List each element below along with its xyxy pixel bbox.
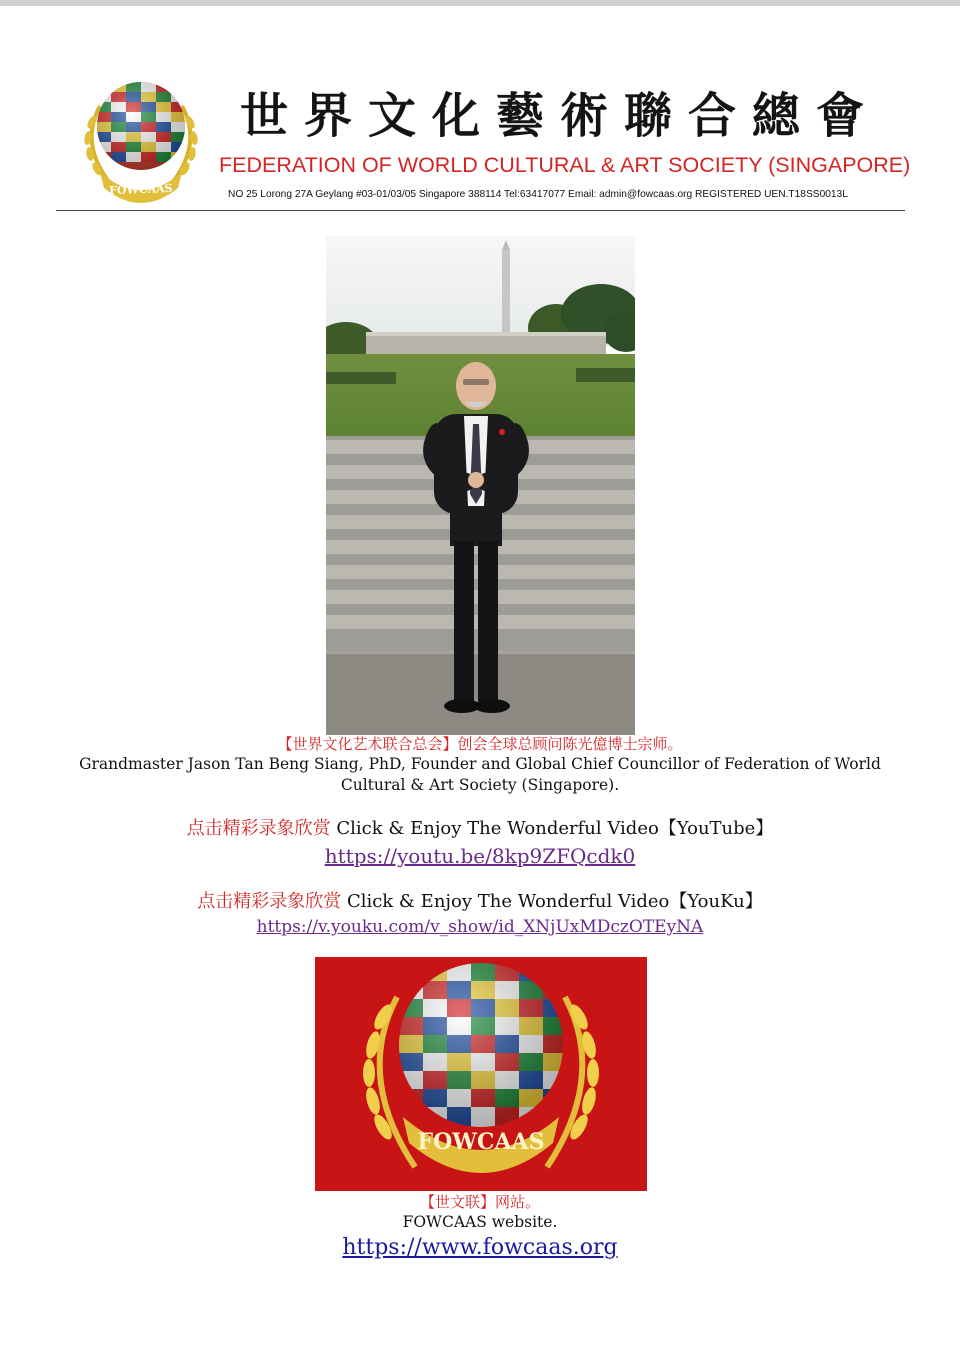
address-line: NO 25 Lorong 27A Geylang #03-01/03/05 Singapore 388114 Tel:63417077 Email: admin@fowcaas.org REGISTERED UEN.T18SS0013L [228,189,848,200]
website-english-label: FOWCAAS website. [402,1213,558,1231]
english-title: FEDERATION OF WORLD CULTURAL & ART SOCIETY (SINGAPORE) [219,153,911,177]
website-link-row [0,1234,960,1262]
youku-link-row [0,916,960,938]
youtube-link-row [0,843,960,869]
logo-text: FOWCAAS [108,181,173,198]
youtube-line [0,817,960,841]
website-chinese-label: 【世文联】网站。 [419,1193,540,1211]
grandmaster-photo [326,236,635,735]
youtube-english-label: Click & Enjoy The Wonderful Video【YouTube】 [330,818,774,839]
youku-line [0,890,960,914]
header-divider [56,210,905,211]
fowcaas-banner-logo [315,957,647,1191]
youku-link[interactable]: https://v.youku.com/v_show/id_XNjUxMDczOTEyNA [256,917,704,937]
chinese-title: 世界文化藝術聯合總會 [240,88,881,144]
fowcaas-logo-icon [66,76,216,208]
banner-logo-text: FOWCAAS [417,1129,545,1155]
website-link[interactable]: https://www.fowcaas.org [342,1235,618,1260]
photo-caption-chinese: 【世界文化艺术联合总会】创会全球总顾问陈光億博士宗师。 [277,735,683,753]
youku-chinese-label: 点击精彩录象欣赏 [197,891,342,912]
top-bar [0,0,960,6]
youku-english-label: Click & Enjoy The Wonderful Video【YouKu】 [341,891,763,912]
youtube-chinese-label: 点击精彩录象欣赏 [186,818,331,839]
youtube-link[interactable]: https://youtu.be/8kp9ZFQcdk0 [324,844,636,868]
photo-caption-english: Grandmaster Jason Tan Beng Siang, PhD, Founder and Global Chief Councillor of Federation of World Cultural & Art Society (Singapore). [79,755,881,794]
